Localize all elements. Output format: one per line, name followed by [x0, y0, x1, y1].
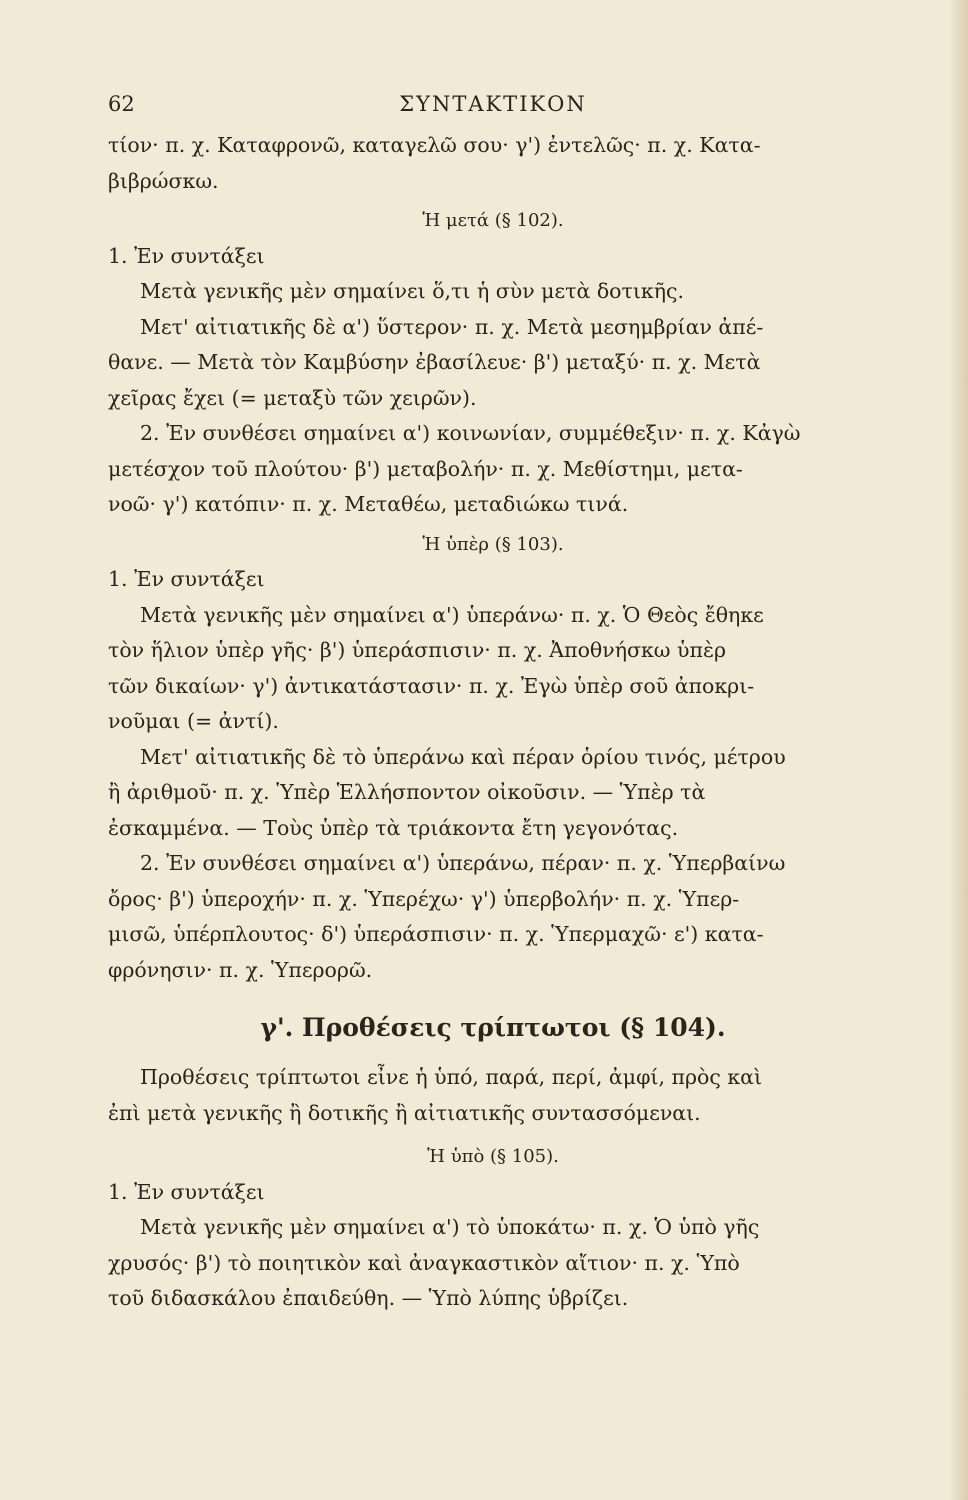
page-header: [108, 92, 878, 124]
text-line: βιβρώσκω.: [108, 168, 219, 193]
text-line: μετέσχον τοῦ πλούτου· β') μεταβολήν· π. χ. Μεθίστημι, μετα-: [108, 456, 743, 481]
subsection-label: 1. Ἐν συντάξει: [108, 243, 265, 268]
text-line: χρυσός· β') τὸ ποιητικὸν καὶ ἀναγκαστικὸν αἴτιον· π. χ. Ὑπὸ: [108, 1250, 740, 1275]
text-line: Προθέσεις τρίπτωτοι εἶνε ἡ ὑπό, παρά, περί, ἀμφί, πρὸς καὶ: [140, 1065, 763, 1089]
text-line: ὄρος· β') ὑπεροχήν· π. χ. Ὑπερέχω· γ') ὑπερβολήν· π. χ. Ὑπερ-: [108, 886, 740, 911]
section-heading: γ'. Προθέσεις τρίπτωτοι (§ 104).: [260, 1013, 726, 1042]
text-line: τῶν δικαίων· γ') ἀντικατάστασιν· π. χ. Ἐγὼ ὑπὲρ σοῦ ἀποκρι-: [108, 673, 755, 698]
text-line: θανε. — Μετὰ τὸν Καμβύσην ἐβασίλευε· β') μεταξύ· π. χ. Μετὰ: [108, 350, 761, 374]
text-line: τοῦ διδασκάλου ἐπαιδεύθη. — Ὑπὸ λύπης ὑβρίζει.: [108, 1286, 629, 1310]
subsection-heading-hyper: Ἡ ὑπὲρ (§ 103).: [422, 533, 564, 555]
text-line: Μετὰ γενικῆς μὲν σημαίνει α') ὑπεράνω· π. χ. Ὁ Θεὸς ἔθηκε: [140, 602, 764, 627]
text-line: Μετ' αἰτιατικῆς δὲ τὸ ὑπεράνω καὶ πέραν ὁρίου τινός, μέτρου: [140, 744, 786, 769]
text-line: 2. Ἐν συνθέσει σημαίνει α') ὑπεράνω, πέραν· π. χ. Ὑπερβαίνω: [140, 851, 786, 875]
text-line: μισῶ, ὑπέρπλουτος· δ') ὑπεράσπισιν· π. χ. Ὑπερμαχῶ· ε') κατα-: [108, 922, 764, 946]
page-edge: [950, 0, 968, 1500]
page-number: 62: [108, 92, 135, 116]
text-line: τίον· π. χ. Καταφρονῶ, καταγελῶ σου· γ') ἐντελῶς· π. χ. Κατα-: [108, 133, 761, 157]
text-line: νοῦμαι (= ἀντί).: [108, 709, 279, 733]
text-line: τὸν ἥλιον ὑπὲρ γῆς· β') ὑπεράσπισιν· π. χ. Ἀποθνήσκω ὑπὲρ: [108, 638, 727, 662]
text-line: Μετὰ γενικῆς μὲν σημαίνει ὅ,τι ἡ σὺν μετὰ δοτικῆς.: [140, 279, 684, 303]
text-line: 2. Ἐν συνθέσει σημαίνει α') κοινωνίαν, συμμέθεξιν· π. χ. Κἀγὼ: [140, 421, 801, 445]
running-title: ΣΥΝΤΑΚΤΙΚΟΝ: [399, 92, 587, 116]
text-line: νοῶ· γ') κατόπιν· π. χ. Μεταθέω, μεταδιώκω τινά.: [108, 492, 629, 516]
text-line: ἐπὶ μετὰ γενικῆς ἢ δοτικῆς ἢ αἰτιατικῆς συντασσόμεναι.: [108, 1100, 701, 1125]
text-line: ἢ ἀριθμοῦ· π. χ. Ὑπὲρ Ἑλλήσποντον οἰκοῦσιν. — Ὑπὲρ τὰ: [108, 780, 706, 804]
subsection-heading-meta: Ἡ μετά (§ 102).: [422, 210, 564, 231]
text-line: Μετὰ γενικῆς μὲν σημαίνει α') τὸ ὑποκάτω· π. χ. Ὁ ὑπὸ γῆς: [140, 1215, 760, 1239]
subsection-label: 1. Ἐν συντάξει: [108, 567, 265, 591]
text-line: φρόνησιν· π. χ. Ὑπερορῶ.: [108, 957, 373, 982]
text-line: Μετ' αἰτιατικῆς δὲ α') ὕστερον· π. χ. Μετὰ μεσημβρίαν ἀπέ-: [140, 314, 764, 339]
text-line: ἐσκαμμένα. — Τοὺς ὑπὲρ τὰ τριάκοντα ἔτη γεγονότας.: [108, 815, 679, 840]
subsection-heading-hypo: Ἡ ὑπὸ (§ 105).: [427, 1146, 559, 1167]
subsection-label: 1. Ἐν συντάξει: [108, 1179, 265, 1204]
page-body: [108, 128, 878, 1317]
text-line: χεῖρας ἔχει (= μεταξὺ τῶν χειρῶν).: [108, 385, 477, 410]
